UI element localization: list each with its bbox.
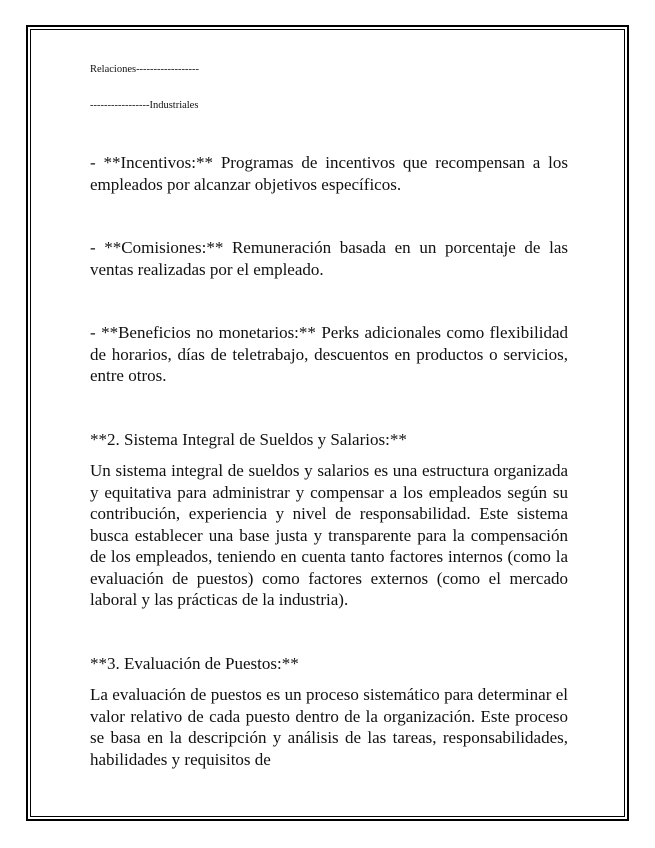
paragraph-comisiones: - **Comisiones:** Remuneración basada en un porcentaje de las ventas realizadas por el empleado.	[90, 238, 568, 279]
running-header-line-1: Relaciones------------------	[90, 64, 200, 75]
paragraph-incentivos: - **Incentivos:** Programas de incentivos que recompensan a los empleados por alcanzar objetivos específicos.	[90, 153, 568, 194]
paragraph-beneficios: - **Beneficios no monetarios:** Perks adicionales como flexibilidad de horarios, días de teletrabajo, descuentos en productos o servicios, entre otros.	[90, 323, 568, 385]
section-heading-3: **3. Evaluación de Puestos:**	[90, 653, 299, 673]
running-header-line-2: -----------------Industriales	[90, 100, 199, 111]
document-body	[90, 40, 568, 770]
section-heading-2: **2. Sistema Integral de Sueldos y Salarios:**	[90, 429, 407, 449]
paragraph-evaluacion-puestos: La evaluación de puestos es un proceso sistemático para determinar el valor relativo de cada puesto dentro de la organización. Este proceso se basa en la descripción y análisis de las tareas, responsabilidades, habilidades y requisitos de	[90, 685, 568, 769]
running-header	[90, 40, 568, 136]
paragraph-sistema-integral: Un sistema integral de sueldos y salarios es una estructura organizada y equitativa para administrar y compensar a los empleados según su contribución, experiencia y nivel de responsabilidad. Este sistema busca establecer una base justa y transparente para la compensación de los empleados, teniendo en cuenta tanto factores internos (como la evaluación de puestos) como factores externos (como el mercado laboral y las prácticas de la industria).	[90, 461, 568, 609]
